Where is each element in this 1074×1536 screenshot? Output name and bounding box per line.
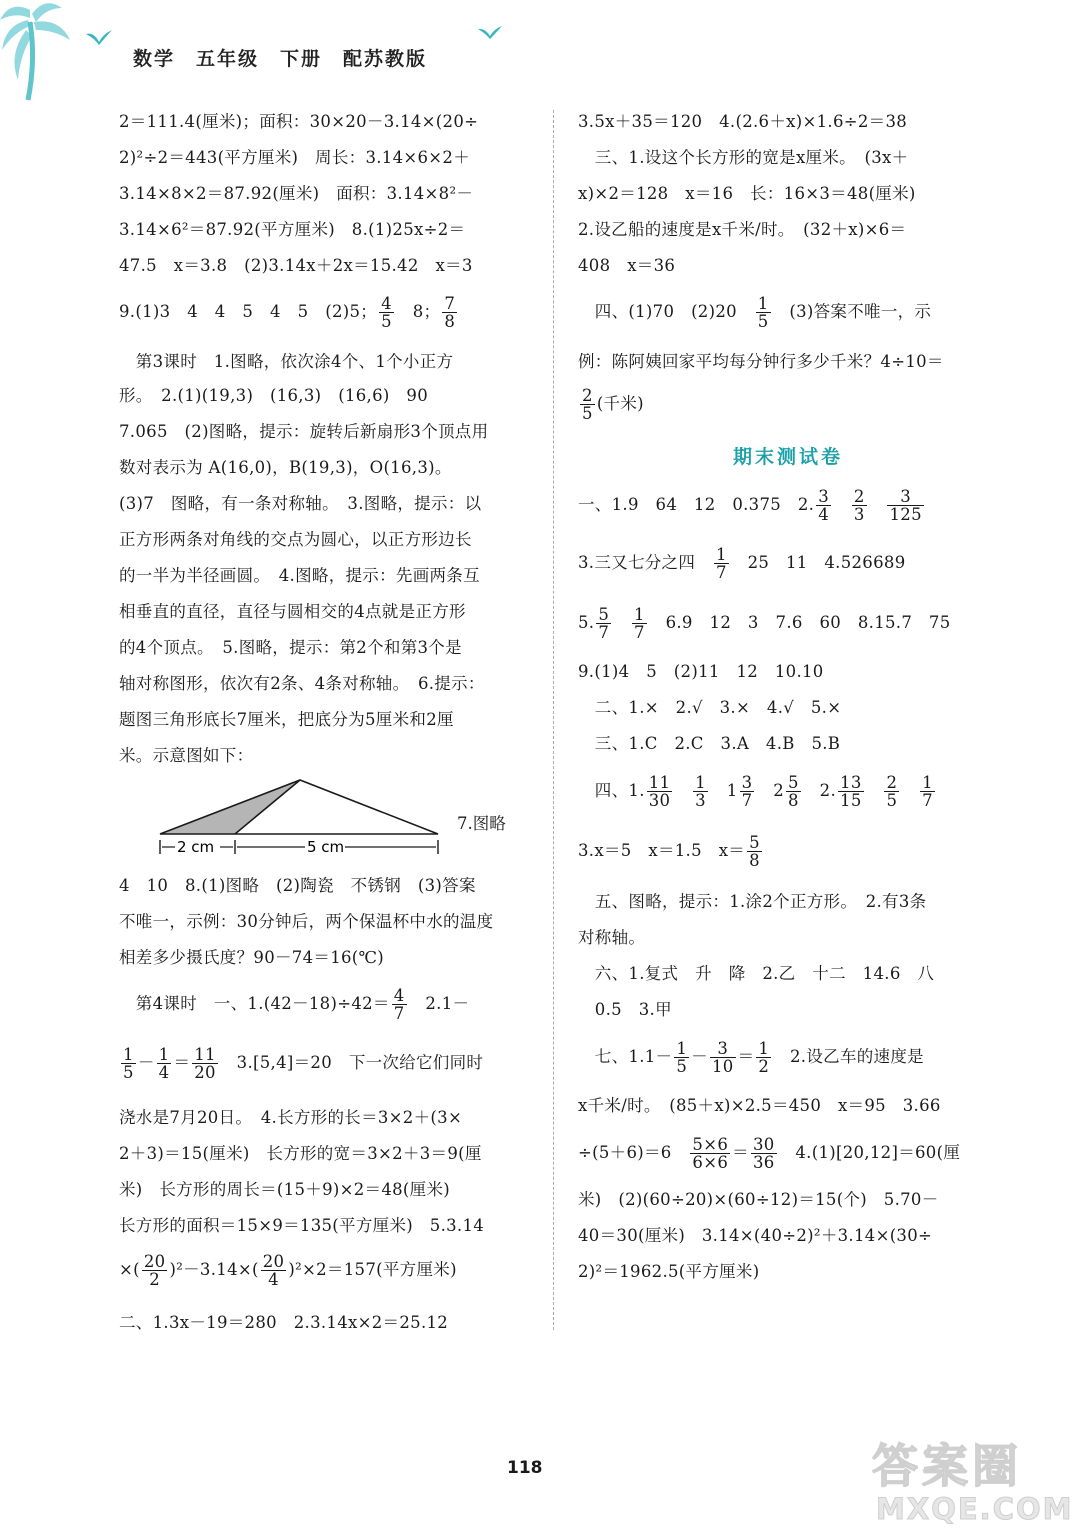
text-line: 米) 长方形的周长＝(15＋9)×2＝48(厘米): [119, 1180, 450, 1199]
text-line: 一、1.9 64 12 0.375 2. $\frac{3}{4}$ $\frac{2}{3}$ $\frac{3}{125}$: [578, 487, 922, 524]
bird-icon: [478, 26, 502, 40]
text-line: 第4课时 一、1.(42－18)÷42＝ $\frac{4}{7}$ 2.1－: [119, 986, 470, 1023]
fraction: $\frac{5}{7}$: [598, 605, 610, 642]
text-line: 二、1.3x－19＝280 2.3.14x×2＝25.12: [119, 1313, 449, 1332]
text-line: 9.(1)4 5 (2)11 12 10.10: [578, 662, 824, 681]
text-line: 408 x＝36: [578, 256, 676, 275]
fraction: $\frac{11}{20}$: [194, 1045, 216, 1082]
figure-side-note: 7.图略: [457, 814, 506, 833]
text-line: 米) (2)(60÷20)×(60÷12)＝15(个) 5.70－: [578, 1190, 939, 1209]
text-line: (3)7 图略，有一条对称轴。 3.图略，提示：以: [119, 494, 482, 513]
watermark-main: 答案圈: [872, 1439, 1022, 1493]
text-line: 四、(1)70 (2)20 $\frac{1}{5}$ (3)答案不唯一，示: [578, 294, 932, 331]
text-line: 的一半为半径画圆。 4.图略，提示：先画两条互: [119, 566, 480, 585]
text-line: 例：陈阿姨回家平均每分钟行多少千米？4÷10＝: [578, 352, 944, 371]
triangle-diagram: [155, 778, 455, 858]
fraction: $\frac{1}{5}$: [757, 294, 769, 331]
text-line: 相垂直的直径，直径与圆相交的4点就是正方形: [119, 602, 466, 621]
fraction: $\frac{2}{5}$: [886, 773, 898, 810]
text-line: 二、1.× 2.√ 3.× 4.√ 5.×: [578, 698, 842, 717]
text-line: 浇水是7月20日。 4.长方形的长＝3×2＋(3×: [119, 1108, 463, 1127]
fraction: $\frac{1}{4}$: [158, 1045, 170, 1082]
text-line: 四、1. $\frac{11}{30}$ $\frac{1}{3}$ 1 $\frac{3}{7}$ 2 $\frac{5}{8}$ 2. $\frac{13}{15}$ $\frac{2}{5}$ $\frac{1}{7}$: [578, 773, 933, 810]
text-line: 3.14×8×2＝87.92(厘米) 面积：3.14×8²－: [119, 184, 474, 203]
text-line: 轴对称图形，依次有2条、4条对称轴。 6.提示：: [119, 674, 485, 693]
text-line: 形。 2.(1)(19,3) (16,3) (16,6) 90: [119, 386, 428, 405]
fraction: $\frac{3}{4}$: [818, 487, 830, 524]
fraction: $\frac{3}{7}$: [741, 773, 753, 810]
fraction: $\frac{2}{5}$: [582, 386, 593, 423]
fraction: $\frac{5\times 6}{6\times 6}$: [692, 1135, 729, 1172]
text-line: 3.x＝5 x＝1.5 x＝ $\frac{5}{8}$: [578, 833, 760, 870]
text-line: 2＝111.4(厘米)；面积：30×20－3.14×(20÷: [119, 112, 479, 131]
text-line: 对称轴。: [578, 928, 646, 947]
text-line: 正方形两条对角线的交点为圆心，以正方形边长: [119, 530, 472, 549]
text-line: 3.三又七分之四 $\frac{1}{7}$ 25 11 4.526689: [578, 545, 906, 582]
fraction: $\frac{3}{125}$: [889, 487, 922, 524]
fraction: $\frac{1}{7}$: [922, 773, 933, 810]
fraction: $\frac{20}{4}$: [262, 1252, 285, 1289]
fraction: $\frac{4}{5}$: [381, 294, 392, 331]
fraction: $\frac{1}{2}$: [758, 1039, 770, 1076]
text-line: 2.设乙船的速度是x千米/时。 (32＋x)×6＝: [578, 220, 907, 239]
fraction: $\frac{11}{30}$: [648, 773, 671, 810]
text-line: 六、1.复式 升 降 2.乙 十二 14.6 八: [578, 964, 935, 983]
section-title: 期末测试卷: [733, 446, 844, 468]
fraction: $\frac{3}{10}$: [711, 1039, 734, 1076]
text-line: 题图三角形底长7厘米，把底分为5厘米和2厘: [119, 710, 454, 729]
text-line: 5. $\frac{5}{7}$ $\frac{1}{7}$ 6.9 12 3 7.6 60 8.15.7 75: [578, 605, 951, 642]
text-line: 米。示意图如下：: [119, 746, 254, 765]
text-line: 三、1.C 2.C 3.A 4.B 5.B: [578, 734, 841, 753]
text-line: 2＋3)＝15(厘米) 长方形的宽＝3×2＋3＝9(厘: [119, 1144, 482, 1163]
text-line: $\frac{1}{5}$ － $\frac{1}{4}$ ＝ $\frac{11}{20}$ 3.[5,4]＝20 下一次给它们同时: [123, 1045, 484, 1082]
text-line: 五、图略，提示：1.涂2个正方形。 2.有3条: [578, 892, 927, 911]
label-5cm: 5 cm: [307, 838, 345, 856]
page-number: 118: [507, 1458, 543, 1478]
fraction: $\frac{1}{7}$: [633, 605, 645, 642]
bird-icon: [86, 30, 112, 46]
text-line: 4 10 8.(1)图略 (2)陶瓷 不锈钢 (3)答案: [119, 876, 476, 895]
fraction: $\frac{1}{3}$: [695, 773, 706, 810]
fraction: $\frac{20}{2}$: [143, 1252, 166, 1289]
text-line: 的4个顶点。 5.图略，提示：第2个和第3个是: [119, 638, 462, 657]
label-2cm: 2 cm: [177, 838, 215, 856]
text-line: ×( $\frac{20}{2}$ )²－3.14×( $\frac{20}{4}$ )²×2＝157(平方厘米): [119, 1252, 457, 1289]
text-line: 不唯一，示例：30分钟后，两个保温杯中水的温度: [119, 912, 494, 931]
text-line: 47.5 x＝3.8 (2)3.14x＋2x＝15.42 x＝3: [119, 256, 473, 275]
text-line: 7.065 (2)图略，提示：旋转后新扇形3个顶点用: [119, 422, 489, 441]
palm-tree-decoration: [0, 0, 120, 105]
text-line: 40＝30(厘米) 3.14×(40÷2)²＋3.14×(30÷: [578, 1226, 933, 1245]
text-line: 0.5 3.甲: [578, 1000, 672, 1019]
fraction: $\frac{2}{3}$: [853, 487, 865, 524]
text-line: 9.(1)3 4 4 5 4 5 (2)5； $\frac{4}{5}$ 8； $\frac{7}{8}$: [119, 294, 456, 331]
fraction: $\frac{7}{8}$: [444, 294, 456, 331]
text-line: 数对表示为 A(16,0)，B(19,3)，O(16,3)。: [119, 458, 452, 477]
fraction: $\frac{30}{36}$: [752, 1135, 775, 1172]
text-line: 相差多少摄氏度？90－74＝16(℃): [119, 948, 385, 967]
watermark-sub: MXQE.COM: [876, 1492, 1074, 1526]
text-line: $\frac{2}{5}$ (千米): [582, 386, 644, 423]
text-line: ÷(5＋6)＝6 $\frac{5\times 6}{6\times 6}$ ＝ $\frac{30}{36}$ 4.(1)[20,12]＝60(厘: [578, 1135, 961, 1172]
text-line: 2)²＝1962.5(平方厘米): [578, 1262, 760, 1281]
text-line: 七、1.1－ $\frac{1}{5}$ － $\frac{3}{10}$ ＝ $\frac{1}{2}$ 2.设乙车的速度是: [578, 1039, 924, 1076]
column-divider: [553, 110, 554, 1330]
fraction: $\frac{1}{5}$: [676, 1039, 688, 1076]
page-header-title: 数学 五年级 下册 配苏教版: [133, 48, 428, 70]
fraction: $\frac{5}{8}$: [788, 773, 799, 810]
fraction: $\frac{13}{15}$: [840, 773, 862, 810]
text-line: 3.14×6²＝87.92(平方厘米) 8.(1)25x÷2＝: [119, 220, 466, 239]
text-line: x)×2＝128 x＝16 长：16×3＝48(厘米): [578, 184, 916, 203]
fraction: $\frac{4}{7}$: [393, 986, 405, 1023]
fraction: $\frac{1}{5}$: [123, 1045, 134, 1082]
fraction: $\frac{1}{7}$: [715, 545, 727, 582]
text-line: x千米/时。 (85＋x)×2.5＝450 x＝95 3.66: [578, 1096, 941, 1115]
watermark: [872, 1426, 1074, 1532]
fraction: $\frac{5}{8}$: [749, 833, 760, 870]
text-line: 2)²÷2＝443(平方厘米) 周长：3.14×6×2＋: [119, 148, 471, 167]
text-line: 第3课时 1.图略，依次涂4个、1个小正方: [119, 352, 454, 371]
text-line: 长方形的面积＝15×9＝135(平方厘米) 5.3.14: [119, 1216, 485, 1235]
text-line: 三、1.设这个长方形的宽是x厘米。 (3x＋: [578, 148, 909, 167]
text-line: 3.5x＋35＝120 4.(2.6＋x)×1.6÷2＝38: [578, 112, 908, 131]
